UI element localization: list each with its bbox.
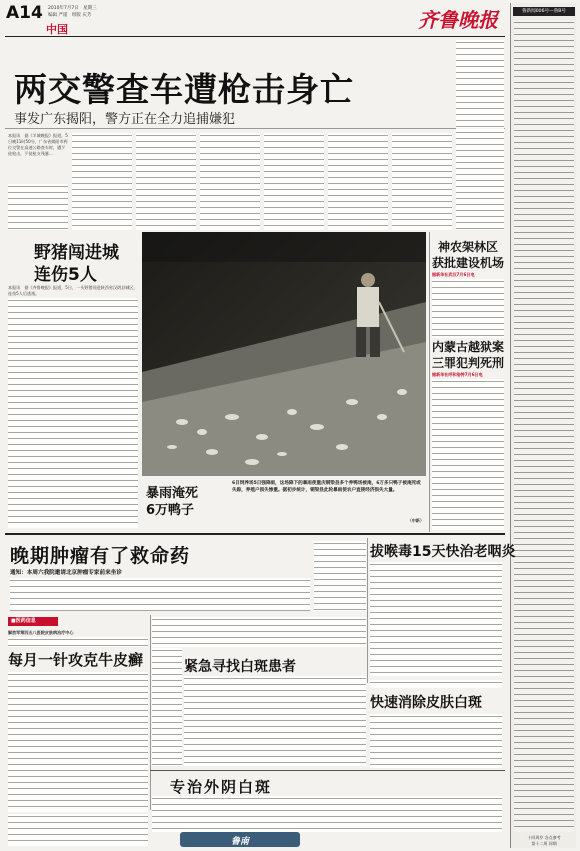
- boar-headline-2: 连伤5人: [34, 265, 97, 285]
- bottom-logo-text: 鲁南: [230, 837, 249, 847]
- section-label: 中国: [46, 23, 68, 36]
- ad-throat-title: 拔喉毒15天快治老咽炎: [370, 544, 516, 560]
- ad-vitiligo-body: [184, 676, 366, 766]
- ad-skin-title: 快速消除皮肤白斑: [370, 695, 482, 711]
- sidebar-news-1-body: [432, 279, 504, 338]
- photo-title-2: 6万鸭子: [146, 503, 195, 518]
- photo-credit: （中新）: [407, 518, 424, 523]
- ad-skin-body: [370, 714, 502, 768]
- boar-body-col-1: [8, 298, 138, 528]
- lead-body-col-5: [264, 133, 324, 230]
- ad-rule-mid: [150, 770, 505, 771]
- ad-psoriasis-body-2: [8, 814, 148, 846]
- sidebar-news-2-byline: 据新华社呼和浩特7月6日电: [432, 372, 483, 377]
- editor-line: 编辑 严谨 组版 庆芳: [48, 13, 92, 18]
- sidebar-news-2-body: [432, 379, 504, 530]
- page-number: A14: [6, 3, 43, 23]
- flood-photo-image: [142, 232, 426, 476]
- lead-subhead: 事发广东揭阳，警方正在全力追捕嫌犯: [14, 112, 236, 127]
- sidebar-news-1-byline: 据新华社武汉7月6日电: [432, 272, 475, 277]
- lead-body-col-8: [456, 40, 504, 230]
- hospital-badge: ■医药信息: [8, 617, 58, 626]
- date-line: 2010年7月7日 星期三: [48, 6, 97, 11]
- sidebar-listing: [514, 20, 574, 832]
- lead-body-col-6: [328, 133, 388, 230]
- ad-psoriasis-top-body: [8, 637, 148, 647]
- ad-psoriasis-body: [8, 672, 148, 812]
- sidebar-footer-2: 第十二周 同期: [531, 841, 557, 846]
- lead-byline: 本报讯 据《羊城晚报》报道，5日晚11时50分，广东省揭阳市两位交警在高速公路查车时，遭歹徒枪击，歹徒枪支残暴…: [8, 133, 68, 156]
- ad-tumor-subtitle: 通知：本周六我院邀请北京肿瘤专家前来坐诊: [10, 570, 122, 576]
- boar-byline: 本报讯 据《齐鲁晚报》报道，5日，一头野猪闯进陕西省汉阴县城区，连伤5人后逃逸。: [8, 285, 138, 296]
- ad-throat-body-2: [370, 680, 502, 688]
- sidebar-news-1-title2: 获批建设机场: [431, 256, 504, 270]
- sidebar-news-1-title1: 神农架林区: [437, 240, 498, 254]
- ad-throat-body: [370, 562, 502, 676]
- ad-psoriasis-title: 每月一针攻克牛皮癣: [8, 651, 144, 669]
- ad-divider-v2: [150, 615, 151, 810]
- sidebar-footer-1: 十四周岁 各点参考: [527, 835, 561, 840]
- ad-vulva-body: [152, 796, 502, 832]
- ad-vitiligo-title: 紧急寻找白斑患者: [184, 659, 296, 675]
- lead-headline: 两交警查车遭枪击身亡: [14, 70, 354, 109]
- sidebar-news-2-title2: 三罪犯判死刑: [431, 356, 504, 370]
- ad-tumor-title: 晚期肿瘤有了救命药: [10, 545, 191, 567]
- section-rule: [5, 533, 505, 535]
- brand-logo: 齐鲁晚报: [418, 8, 498, 32]
- lead-body-col-3: [136, 133, 196, 230]
- lead-rule: [5, 128, 505, 129]
- photo-caption: 6日饲养场5日强降雨，这场降下的暴雨使重庆铜梁县多个养鸭场被淹，6万多只鸭子被淹死或失踪，养殖户损失惨重。据初步统计，铜梁县此轮暴雨使农户直接经济损失大量。: [232, 481, 421, 493]
- lead-body-col-1: [8, 184, 68, 230]
- flood-photo: [142, 232, 426, 476]
- ad-tumor-body: [10, 578, 310, 611]
- sidebar-news-2-title1: 内蒙古越狱案: [431, 340, 504, 354]
- ad-psoriasis-subtitle: 解放军第四五八医院皮肤病治疗中心: [8, 630, 74, 635]
- sidebar-head: 鲁新闻006号—鲁B号: [513, 7, 575, 16]
- ad-mid-top-body: [152, 617, 366, 647]
- photo-title-1: 暴雨淹死: [146, 486, 199, 501]
- lead-body-col-2: [72, 133, 132, 230]
- ad-tumor-right-body: [314, 541, 366, 611]
- header-rule: [5, 36, 505, 37]
- boar-headline-1: 野猪闯进城: [34, 243, 119, 263]
- ad-vulva-title: 专治外阴白斑: [170, 778, 273, 796]
- ad-divider-v1: [367, 538, 368, 683]
- lead-body-col-4: [200, 133, 260, 230]
- sidebar-news-divider: [429, 232, 430, 532]
- right-sidebar: [510, 3, 576, 848]
- lead-body-col-7: [392, 133, 452, 230]
- ad-vitiligo-left-body: [152, 648, 182, 766]
